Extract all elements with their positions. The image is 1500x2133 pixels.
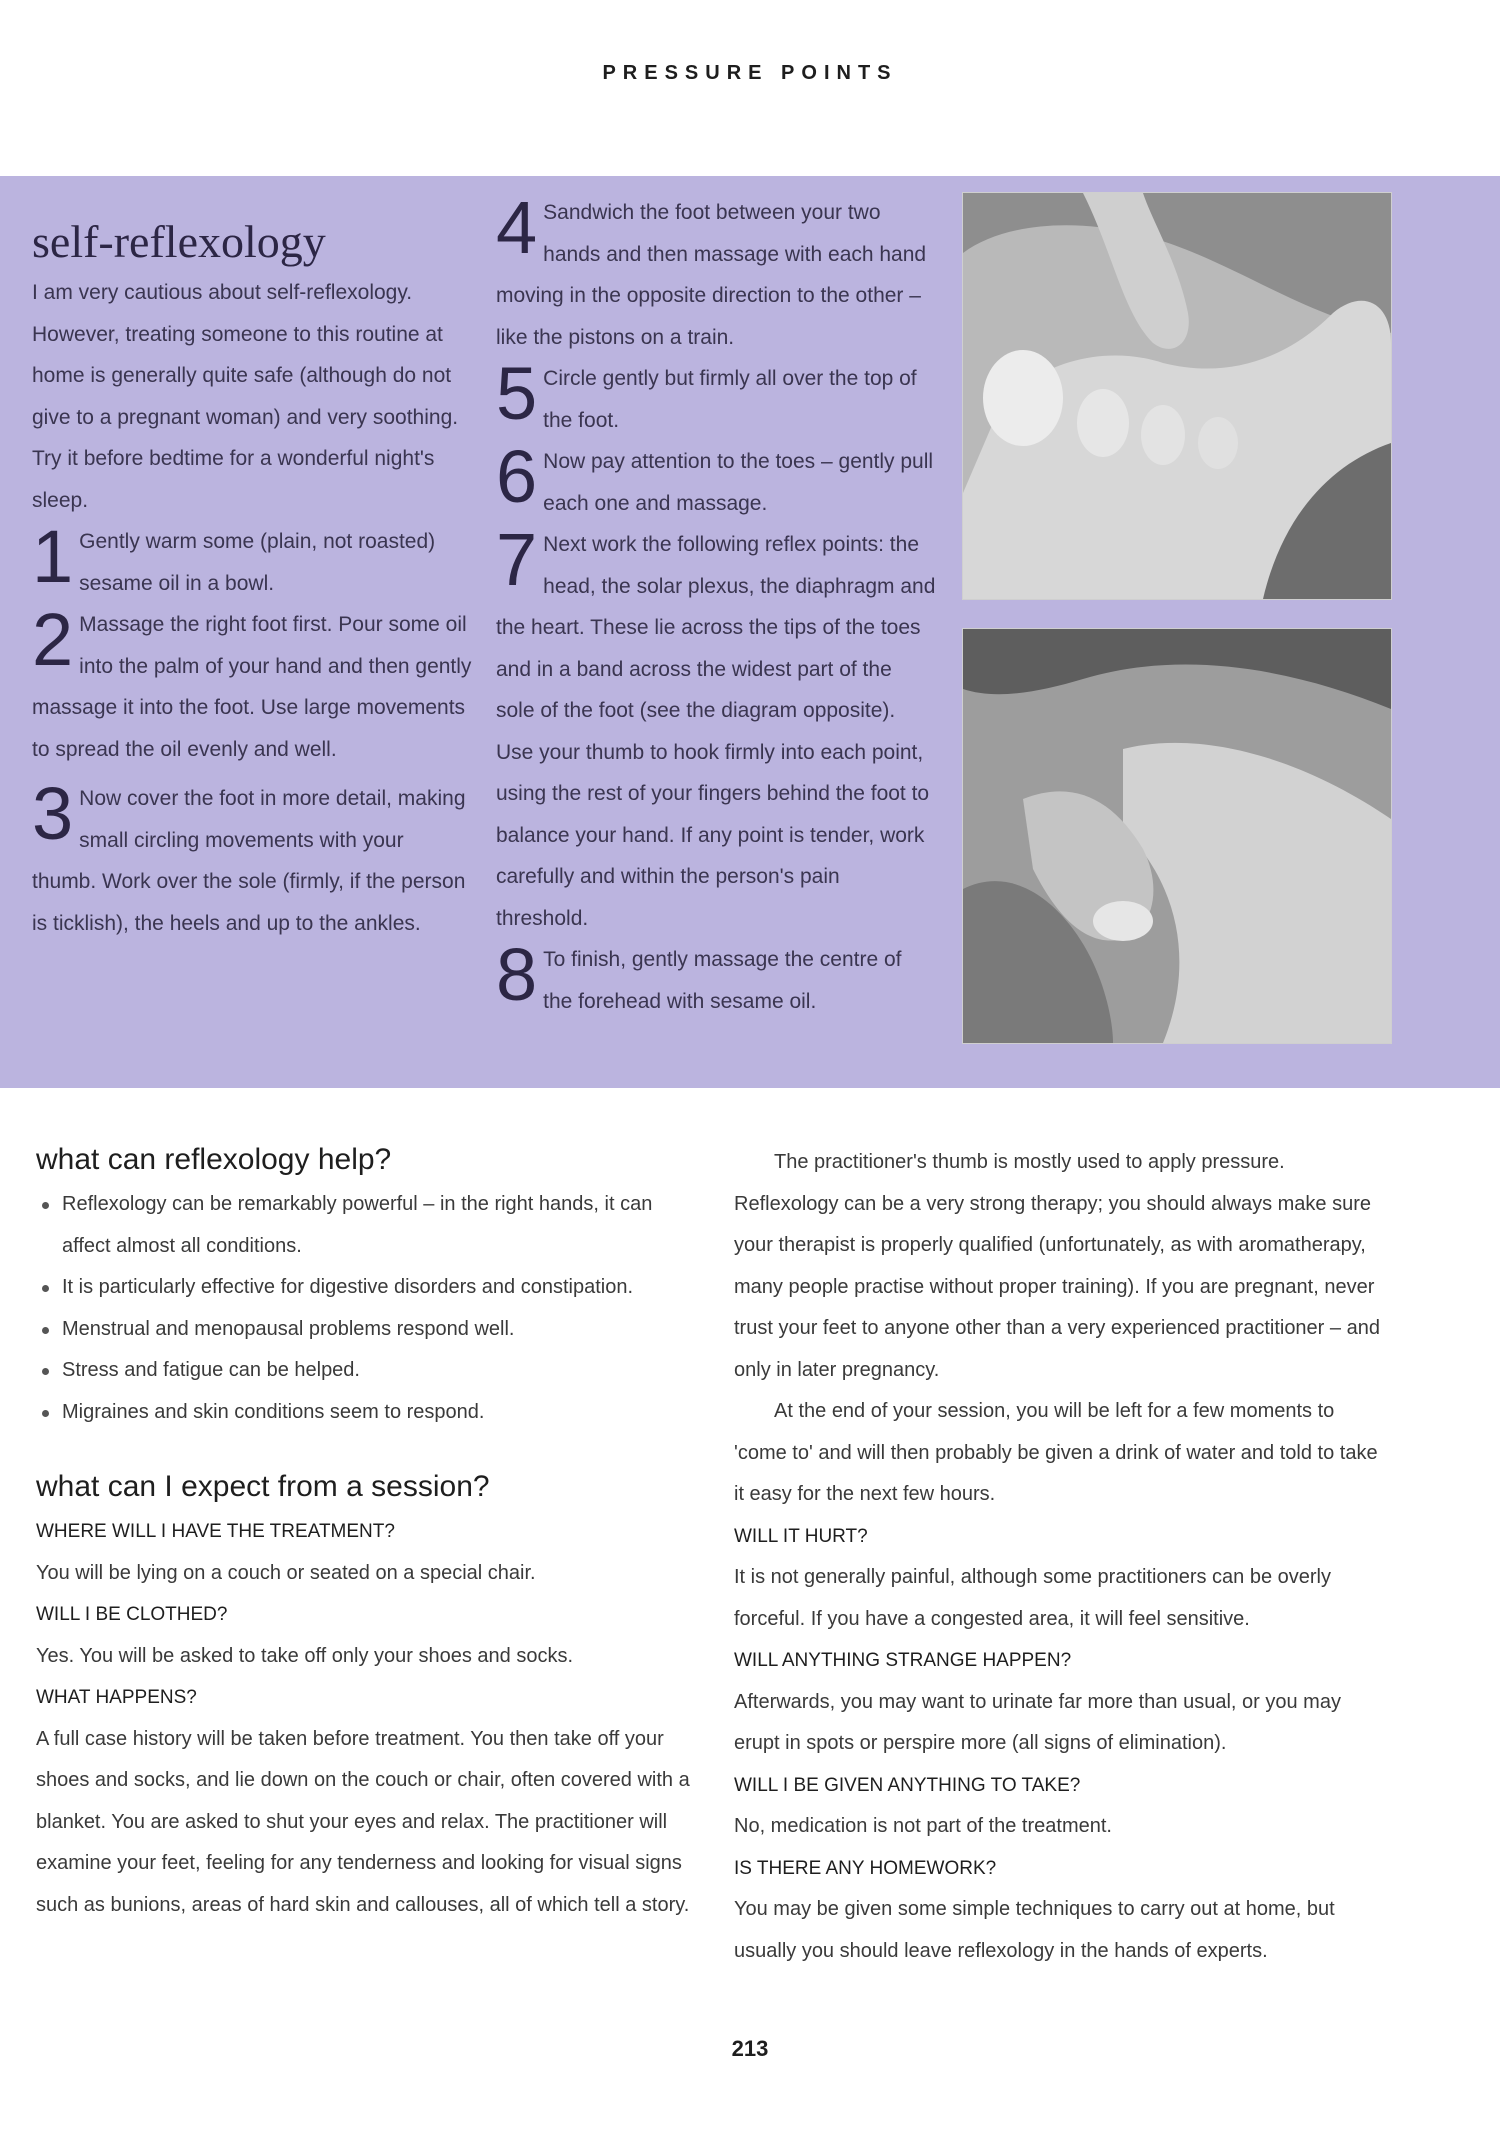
answer: You will be lying on a couch or seated on a special chair. [36,1561,536,1584]
list-item: Menstrual and menopausal problems respond well. [36,1309,706,1351]
answer: You may be given some simple techniques to carry out at home, but usually you should leave reflexology in the hands of experts. [734,1898,1335,1962]
question: WILL ANYTHING STRANGE HAPPEN? [734,1650,1072,1671]
step-3 [32,772,472,944]
answer: A full case history will be taken before treatment. You then take off your shoes and socks, and lie down on the couch or chair, often covered with a blanket. You are asked to shut your eyes and relax. The practitioner will examine your feet, feeling for any tenderness and looking for visual signs such as bunions, areas of hard skin and callouses, all of which tell a story. [36,1727,690,1916]
step-4 [496,186,936,358]
step-number: 4 [496,186,538,269]
step-text: Massage the right foot first. Pour some oil into the palm of your hand and then gently massage it into the foot. Use large movements to spread the oil evenly and well. [32,613,472,761]
step-number: 5 [496,352,538,435]
step-text: Now cover the foot in more detail, making small circling movements with your thumb. Work over the sole (firmly, if the person is ticklish), the heels and up to the ankles. [32,787,466,935]
step-number: 6 [496,435,538,518]
panel-column-left [32,216,472,944]
step-number: 2 [32,598,74,681]
step-7 [496,518,936,939]
answer: Afterwards, you may want to urinate far more than usual, or you may erupt in spots or perspire more (all signs of elimination). [734,1690,1341,1754]
panel-intro: I am very cautious about self-reflexology. However, treating someone to this routine at home is generally quite safe (although do not give to a pregnant woman) and very soothing. Try it before bedtime for a wonderful night's sleep. [32,281,459,512]
photo-toes-massage [962,192,1392,600]
panel-title: self-reflexology [32,216,326,267]
help-list [36,1184,706,1433]
answer: Yes. You will be asked to take off only your shoes and socks. [36,1644,574,1667]
panel-column-middle [496,186,936,1022]
paragraph: At the end of your session, you will be left for a few moments to 'come to' and will then probably be given a drink of water and told to take it easy for the next few hours. [734,1400,1378,1505]
right-lower-column [734,1142,1384,1972]
step-text: Circle gently but firmly all over the top of the foot. [543,367,917,432]
question: WILL IT HURT? [734,1525,868,1547]
list-item: Stress and fatigue can be helped. [36,1350,706,1392]
list-item: Migraines and skin conditions seem to respond. [36,1392,706,1434]
left-lower-column [36,1142,706,1926]
step-number: 1 [32,515,74,598]
question: WILL I BE GIVEN ANYTHING TO TAKE? [734,1774,1081,1796]
step-number: 8 [496,933,538,1016]
page-number: 213 [731,2036,769,2061]
step-text: Next work the following reflex points: the head, the solar plexus, the diaphragm and the heart. These lie across the tips of the toes and in a band across the widest part of the sole of the foot (see the diagram opposite). Use your thumb to hook firmly into each point, using the rest of your fingers behind the foot to balance your hand. If any point is tender, work carefully and within the person's pain threshold. [496,533,936,930]
step-8 [496,933,936,1022]
self-reflexology-panel [0,176,1500,1088]
question: WHERE WILL I HAVE THE TREATMENT? [36,1521,395,1542]
photo-thumb-pressure [962,628,1392,1044]
running-head: PRESSURE POINTS [602,62,898,84]
step-2 [32,598,472,770]
step-5 [496,352,936,441]
step-number: 7 [496,518,538,601]
answer: No, medication is not part of the treatment. [734,1815,1112,1837]
answer: It is not generally painful, although some practitioners can be overly forceful. If you have a congested area, it will feel sensitive. [734,1566,1332,1630]
question: WHAT HAPPENS? [36,1687,197,1708]
paragraph: The practitioner's thumb is mostly used to apply pressure. Reflexology can be a very strong therapy; you should always make sure your therapist is properly qualified (unfortunately, as with aromatherapy, many people practise without proper training). If you are pregnant, never trust your feet to anyone other than a very experienced practitioner – and only in later pregnancy. [734,1151,1380,1381]
step-text: Now pay attention to the toes – gently pull each one and massage. [543,450,934,515]
list-item: It is particularly effective for digestive disorders and constipation. [36,1267,706,1309]
question: WILL I BE CLOTHED? [36,1604,228,1625]
help-heading: what can reflexology help? [36,1143,392,1176]
step-text: Gently warm some (plain, not roasted) sesame oil in a bowl. [79,530,436,595]
question: IS THERE ANY HOMEWORK? [734,1857,997,1879]
step-6 [496,435,936,524]
step-text: To finish, gently massage the centre of the forehead with sesame oil. [543,948,902,1013]
session-heading: what can I expect from a session? [36,1470,490,1503]
list-item: Reflexology can be remarkably powerful – in the right hands, it can affect almost all conditions. [36,1184,706,1267]
step-number: 3 [32,772,74,855]
step-text: Sandwich the foot between your two hands and then massage with each hand moving in the opposite direction to the other – like the pistons on a train. [496,201,927,349]
step-1 [32,515,472,604]
